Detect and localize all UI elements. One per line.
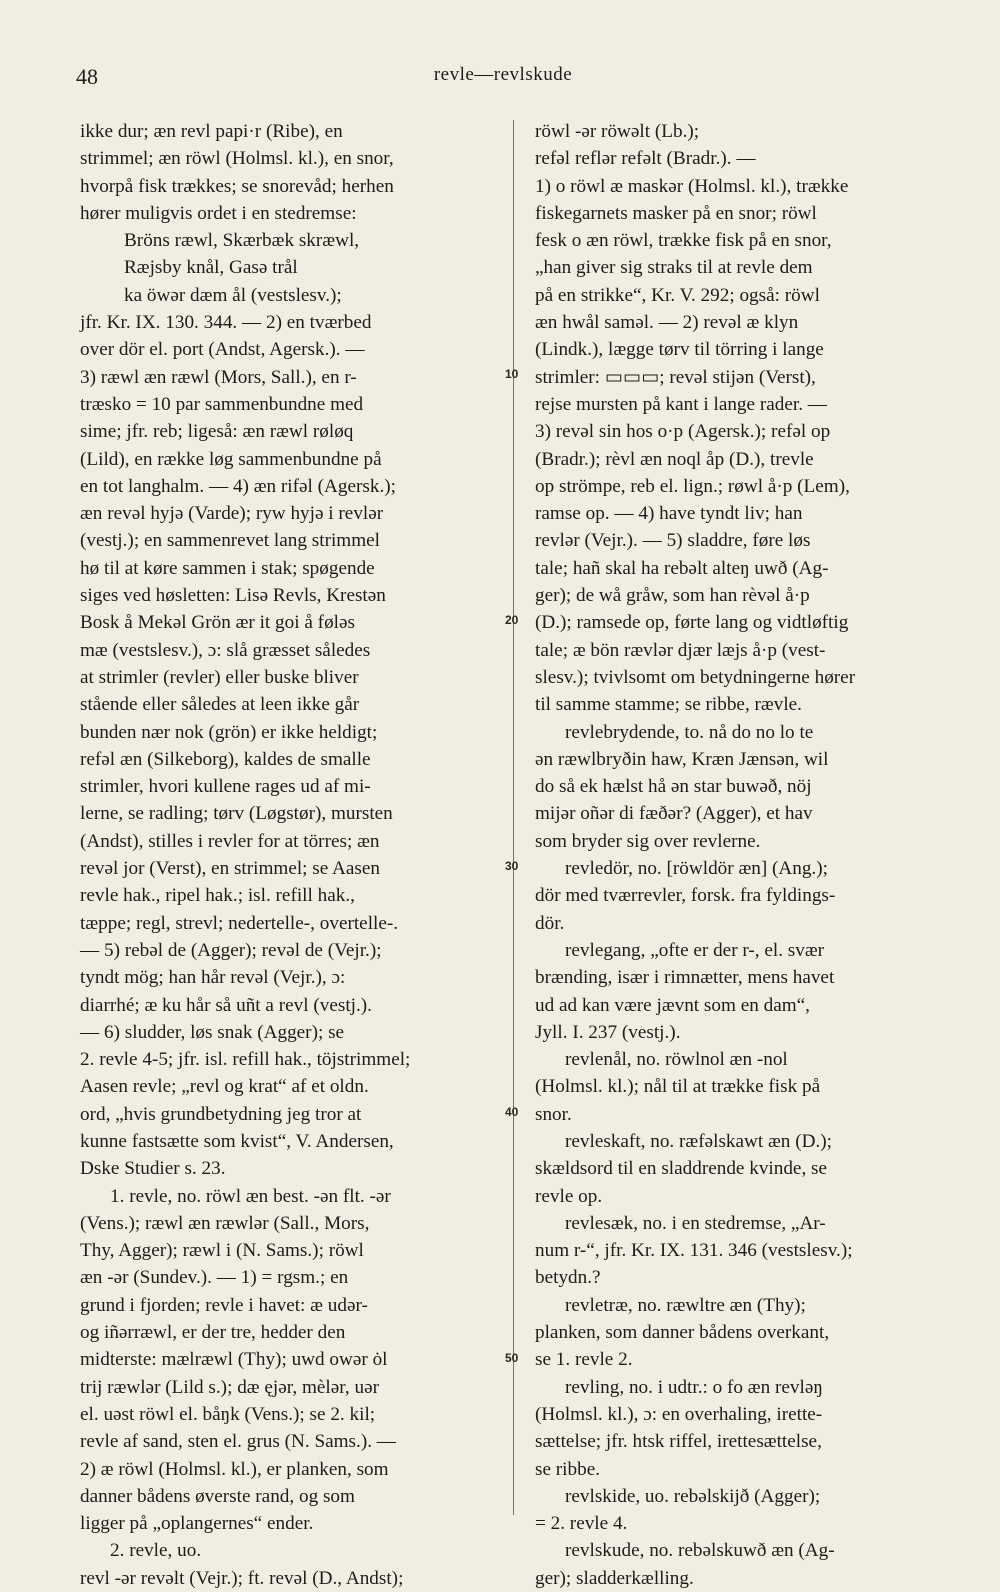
text-line: 2) æ röwl (Holmsl. kl.), er planken, som [80,1458,389,1480]
text-line: (D.); ramsede op, førte lang og vidtløftig [535,612,849,634]
column-divider [513,120,514,1515]
text-line: (Andst), stilles i revler for at törres; æn [80,830,380,852]
text-line: trij ræwlər (Lild s.); dæ ęjər, mèlər, uər [80,1376,379,1398]
page-number: 48 [76,64,98,89]
text-line: planken, som danner bådens overkant, [535,1322,830,1344]
text-line: „han giver sig straks til at revle dem [535,257,813,279]
text-line: dör. [535,912,565,934]
text-line: fiskegarnets masker på en snor; röwl [535,202,817,224]
text-line: siges ved høsletten: Lisə Revls, Krestən [80,585,386,607]
line-number: 50 [505,1351,519,1365]
text-line: ger); de wå gråw, som han rèvəl å·p [535,585,810,607]
text-line: revlskide, uo. rebəlskijð (Agger); [565,1485,821,1507]
text-line: til samme stamme; se ribbe, rævle. [535,694,802,716]
text-line: revlegang, „ofte er der r-, el. svær [565,939,825,961]
text-line: (Holmsl. kl.); nål til at trække fisk på [535,1076,821,1098]
text-line: hø til at køre sammen i stak; spøgende [80,557,375,579]
text-line: dör med tværrevler, forsk. fra fyldings- [535,885,836,907]
text-line: (Lild), en række løg sammenbundne på [80,448,382,470]
text-line: (vestj.); en sammenrevet lang strimmel [80,530,380,552]
text-line: diarrhé; æ ku hår så uñt a revl (vestj.). [80,994,372,1016]
line-number: 10 [505,367,519,381]
text-line: betydn.? [535,1267,601,1289]
line-number: 30 [505,859,519,873]
text-line: Aasen revle; „revl og krat“ af et oldn. [80,1076,369,1098]
text-line: mæ (vestslesv.), ɔ: slå græsset således [80,639,371,661]
text-line: ligger på „oplangernes“ ender. [80,1513,314,1535]
text-line: op strömpe, reb el. lign.; røwl å·p (Lem), [535,475,850,497]
text-line: strimmel; æn röwl (Holmsl. kl.), en snor, [80,148,394,170]
text-line: revlenål, no. röwlnol æn -nol [565,1049,788,1071]
text-line: röwl -ər röwəlt (Lb.); [535,121,700,142]
text-line: = 2. revle 4. [535,1513,628,1535]
text-line: skældsord til en sladdrende kvinde, se [535,1158,828,1180]
text-line: ord, „hvis grundbetydning jeg tror at [80,1103,362,1125]
text-line: 3) ræwl æn ræwl (Mors, Sall.), en r- [80,366,357,388]
text-line: ud ad kan være jævnt som en dam“, [535,994,810,1016]
text-line: (Bradr.); rèvl æn noql åp (D.), trevle [535,448,814,470]
text-line: over dör el. port (Andst, Agersk.). — [80,339,365,361]
text-line: (Lindk.), lægge tørv til törring i lange [535,339,824,361]
text-line: Bröns ræwl, Skærbæk skræwl, [124,230,360,252]
text-line: el. uəst röwl el. båŋk (Vens.); se 2. kil; [80,1403,376,1425]
text-line: 1) o röwl æ maskər (Holmsl. kl.), trække [535,175,849,197]
text-line: revl -ər revəlt (Vejr.); ft. revəl (D., Andst); [80,1567,404,1589]
text-line: (Holmsl. kl.), ɔ: en overhaling, irette- [535,1403,823,1425]
text-line: se 1. revle 2. [535,1349,633,1371]
text-line: ger); sladderkælling. [535,1567,694,1589]
text-line: revle op. [535,1185,603,1207]
text-line: revle af sand, sten el. grus (N. Sams.). — [80,1431,396,1453]
text-line: Ræjsby knål, Gasə trål [124,257,298,279]
text-line: at strimler (revler) eller buske bliver [80,666,359,688]
text-line: revleskaft, no. ræfəlskawt æn (D.); [565,1130,832,1152]
running-head: revle—revlskude [433,64,573,85]
text-line: Bosk å Mekəl Grön ær it goi å føləs [80,612,355,634]
text-line: strimler, hvori kullene rages ud af mi- [80,776,371,798]
text-line: do så ek hælst hå ən star buwəð, nöj [535,776,812,798]
text-line: hører muligvis ordet i en stedremse: [80,202,357,224]
text-line: lerne, se radling; tørv (Løgstør), mursten [80,803,393,825]
text-line: grund i fjorden; revle i havet: æ udər- [80,1294,368,1316]
text-line: 3) revəl sin hos o·p (Agersk.); refəl op [535,421,831,443]
text-line: kunne fastsætte som kvist“, V. Andersen, [80,1130,394,1152]
text-line: refəl reflər refəlt (Bradr.). — [535,148,756,170]
text-line: æn revəl hyjə (Varde); ryw hyjə i revlər [80,503,384,525]
text-line: strimler: ▭▭▭; revəl stijən (Verst), [535,366,816,388]
text-line: revletræ, no. ræwltre æn (Thy); [565,1294,806,1316]
text-line: en tot langhalm. — 4) æn rifəl (Agersk.); [80,475,396,497]
text-line: refəl æn (Silkeborg), kaldes de smalle [80,748,371,770]
text-line: ikke dur; æn revl papi·r (Ribe), en [80,121,343,142]
text-line: fesk o æn röwl, trække fisk på en snor, [535,230,832,252]
text-line: træsko = 10 par sammenbundne med [80,393,364,415]
text-line: num r-“, jfr. Kr. IX. 131. 346 (vestslesv.); [535,1240,853,1262]
text-line: revledör, no. [röwldör æn] (Ang.); [565,858,828,880]
text-line: Dske Studier s. 23. [80,1158,226,1180]
text-line: og iñərræwl, er der tre, hedder den [80,1322,346,1344]
text-line: 2. revle, uo. [110,1540,202,1562]
text-line: stående eller således at leen ikke går [80,694,360,716]
text-line: rejse mursten på kant i lange rader. — [535,393,827,415]
text-line: tale; hañ skal ha rebəlt alteŋ uwð (Ag- [535,557,829,579]
text-line: revling, no. i udtr.: o fo æn revləŋ [565,1376,823,1398]
text-line: mijər oñər di fæðər? (Agger), et hav [535,803,813,825]
text-line: bunden nær nok (grön) er ikke heldigt; [80,721,378,743]
text-line: ramse op. — 4) have tyndt liv; han [535,503,803,525]
text-line: danner bådens øverste rand, og som [80,1485,355,1507]
text-line: Thy, Agger); ræwl i (N. Sams.); röwl [80,1240,364,1262]
text-line: brænding, især i rimnætter, mens havet [535,967,835,989]
line-number: 20 [505,613,519,627]
text-line: (Vens.); ræwl æn ræwlər (Sall., Mors, [80,1212,370,1234]
text-line: slesv.); tvivlsomt om betydningerne hører [535,666,856,688]
text-line: sime; jfr. reb; ligeså: æn ræwl røløq [80,421,354,443]
text-line: revlesæk, no. i en stedremse, „Ar- [565,1212,826,1234]
text-line: midterste: mælræwl (Thy); uwd owər ȯl [80,1349,388,1371]
text-line: revlskude, no. rebəlskuwð æn (Ag- [565,1540,835,1562]
left-column [80,118,510,1592]
text-line: revlər (Vejr.). — 5) sladdre, føre løs [535,530,811,552]
text-line: — 6) sludder, løs snak (Agger); se [80,1021,345,1043]
right-column [535,118,960,1592]
text-line: æn -ər (Sundev.). — 1) = rgsm.; en [80,1267,349,1289]
text-line: ka öwər dæm ål (vestslesv.); [124,284,342,306]
text-line: æn hwål saməl. — 2) revəl æ klyn [535,312,799,334]
text-line: ən ræwlbryðin haw, Kræn Jænsən, wil [535,748,829,770]
text-line: revəl jor (Verst), en strimmel; se Aasen [80,858,380,880]
text-line: Jyll. I. 237 (vestj.). [535,1021,681,1043]
text-line: tale; æ bön rævlər djær læjs å·p (vest- [535,639,826,661]
text-line: jfr. Kr. IX. 130. 344. — 2) en tværbed [80,312,372,334]
text-line: — 5) rebəl de (Agger); revəl de (Vejr.); [80,939,382,961]
text-line: på en strikke“, Kr. V. 292; også: röwl [535,284,820,306]
text-line: 1. revle, no. röwl æn best. -ən flt. -ər [110,1185,391,1207]
text-line: revlebrydende, to. nå do no lo te [565,721,814,743]
page-header [76,64,930,94]
text-line: tæppe; regl, strevl; nedertelle-, overtelle-. [80,912,399,934]
text-line: tyndt mög; han hår revəl (Vejr.), ɔ: [80,967,346,989]
text-line: 2. revle 4-5; jfr. isl. refill hak., töjstrimmel; [80,1049,411,1071]
text-line: se ribbe. [535,1458,601,1480]
text-line: hvorpå fisk trækkes; se snorevåd; herhen [80,175,394,197]
text-line: revle hak., ripel hak.; isl. refill hak., [80,885,355,907]
line-number: 40 [505,1105,519,1119]
text-line: som bryder sig over revlerne. [535,830,761,852]
text-line: snor. [535,1103,572,1125]
text-line: sættelse; jfr. htsk riffel, irettesættelse, [535,1431,822,1453]
